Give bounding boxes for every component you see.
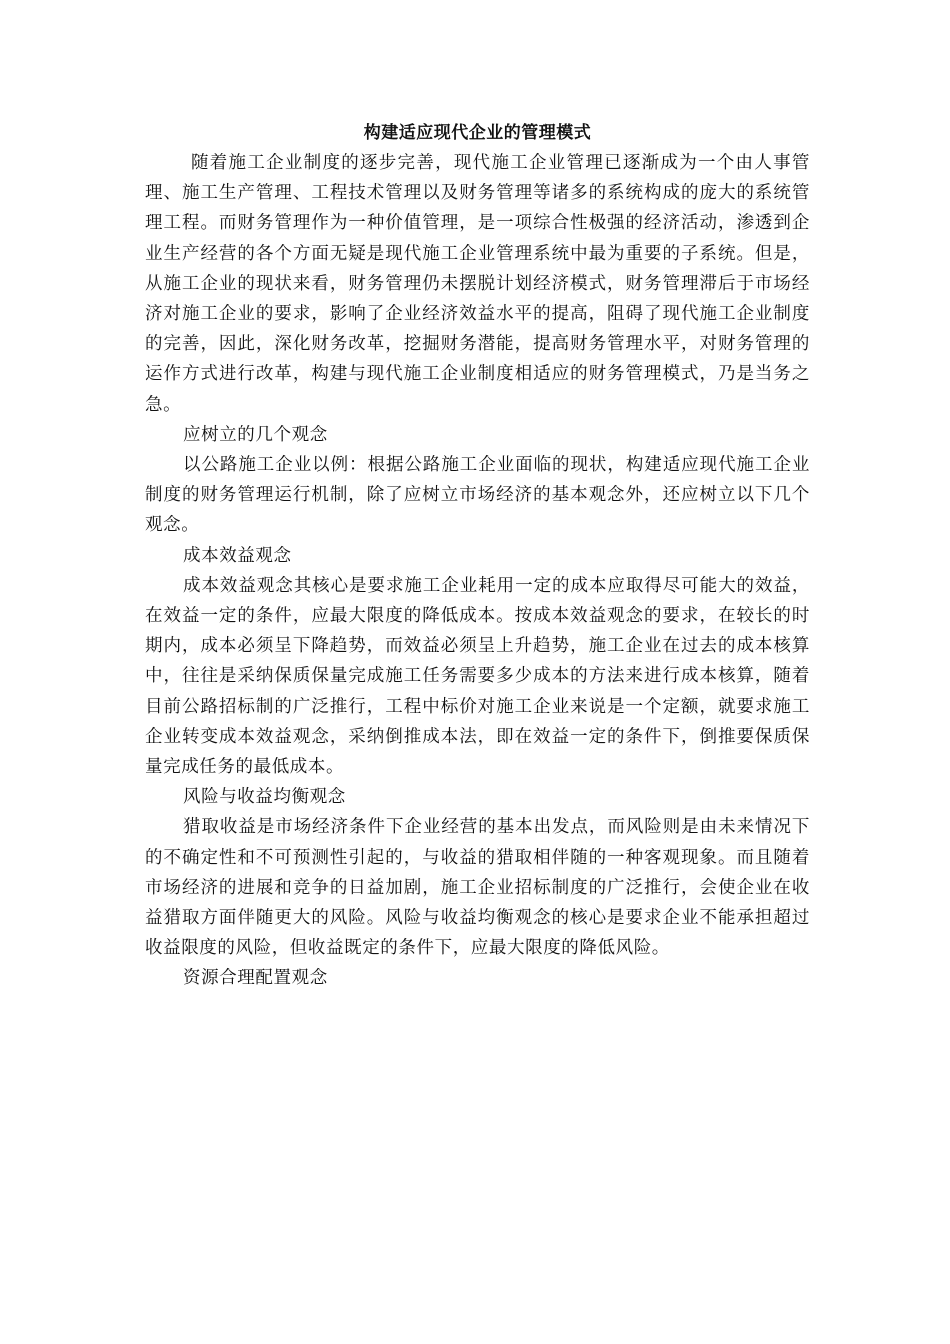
document-title: 构建适应现代企业的管理模式 (363, 123, 592, 143)
section-heading: 应树立的几个观念 (183, 424, 328, 445)
body-paragraph: 猎取收益是市场经济条件下企业经营的基本出发点，而风险则是由未来情况下的不确定性和不可预测性引起的，与收益的猎取相伴随的一种客观现象。而且随着市场经济的进展和竞争的日益加剧，施工企业招标制度的广泛推行，会使企业在收益猎取方面伴随更大的风险。风险与收益均衡观念的核心是要求企业不能承担超过收益限度的风险，但收益既定的条件下，应最大限度的降低风险。 (145, 817, 810, 959)
body-paragraph: 以公路施工企业以例：根据公路施工企业面临的现状，构建适应现代施工企业制度的财务管理运行机制，除了应树立市场经济的基本观念外，还应树立以下几个观念。 (145, 455, 810, 536)
section-heading: 资源合理配置观念 (183, 968, 328, 989)
section-heading: 风险与收益均衡观念 (183, 787, 346, 808)
body-paragraph: 成本效益观念其核心是要求施工企业耗用一定的成本应取得尽可能大的效益，在效益一定的条件，应最大限度的降低成本。按成本效益观念的要求，在较长的时期内，成本必须呈下降趋势，而效益必须呈上升趋势，施工企业在过去的成本核算中，往往是采纳保质保量完成施工任务需要多少成本的方法来进行成本核算，随着目前公路招标制的广泛推行，工程中标价对施工企业来说是一个定额，就要求施工企业转变成本效益观念，采纳倒推成本法，即在效益一定的条件下，倒推要保质保量完成任务的最低成本。 (145, 575, 810, 778)
document-page (145, 118, 810, 994)
section-heading: 成本效益观念 (183, 545, 292, 566)
intro-paragraph: 随着施工企业制度的逐步完善，现代施工企业管理已逐渐成为一个由人事管理、施工生产管理、工程技术管理以及财务管理等诸多的系统构成的庞大的系统管理工程。而财务管理作为一种价值管理，是一项综合性极强的经济活动，渗透到企业生产经营的各个方面无疑是现代施工企业管理系统中最为重要的子系统。但是，从施工企业的现状来看，财务管理仍未摆脱计划经济模式，财务管理滞后于市场经济对施工企业的要求，影响了企业经济效益水平的提高，阻碍了现代施工企业制度的完善，因此，深化财务改革，挖掘财务潜能，提高财务管理水平，对财务管理的运作方式进行改革，构建与现代施工企业制度相适应的财务管理模式，乃是当务之急。 (145, 153, 810, 415)
